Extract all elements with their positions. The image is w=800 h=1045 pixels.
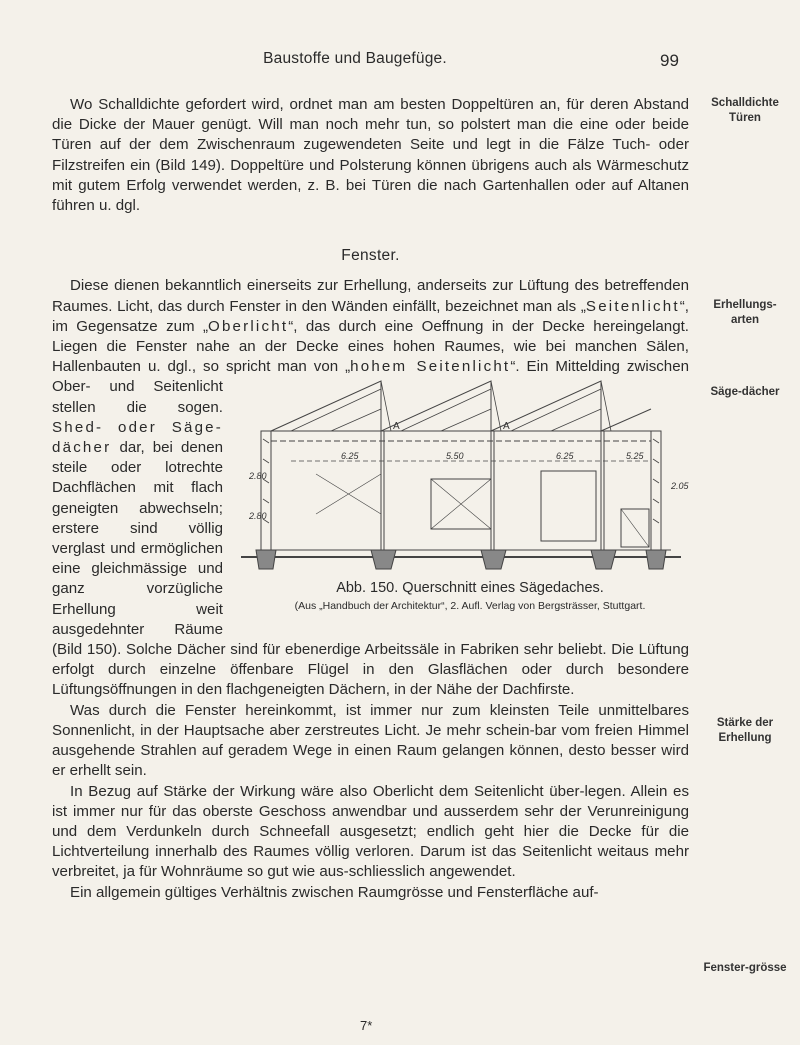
text-run: Diese dienen bekanntlich einerseits zur Erhellung, anderseits zur Lüftung des betreffenden Raumes. Licht, das durch Fenster in den Wänden einfällt, bezeichnet man als „ (52, 277, 689, 315)
text-run: “. Ein Mittelding zwischen Ober- und Seitenlicht stellen die sogen. (52, 358, 689, 416)
figure-caption: Abb. 150. Querschnitt eines Sägedaches. (336, 580, 604, 597)
paragraph-oberlicht: In Bezug auf Stärke der Wirkung wäre also Oberlicht dem Seitenlicht über-legen. Allein es ist immer nur für das oberste Geschoss anwendbar und ausserdem sehr der Verunreinigung und dem Verdunkeln durch Schneefall ausgesetzt; endlich geht hier die Decke für die Lichtverteilung innerhalb des Raumes völlig verloren. Darum ist das Seitenlicht weitaus mehr verbreitet, ja für Wohnräume so gut wie aus-schliesslich angewendet. (52, 782, 689, 881)
term-oberlicht: Oberlicht (208, 317, 289, 335)
margin-note-saegedaecher: Säge-dächer (710, 386, 780, 398)
dim-label: 2.05 (671, 481, 689, 492)
letter-a: A (503, 421, 510, 433)
paragraph-staerke: Was durch die Fenster hereinkommt, ist immer nur zum kleinsten Teile unmittelbares Sonnenlicht, in der Hauptsache aber zerstreutes Licht. Je mehr schein-bar vom freien Himmel ausgehende Strahlen auf geradem Wege in einen Raum gelangen können, desto besser wird er erhellt sein. (52, 701, 689, 780)
text-run: “, das durch eine Oeffnung in der Decke hereingelangt. Liegen die Fenster nahe an der Decke eines hohen Raumes, wie bei manchen Sälen, Hallenbauten u. dgl., so spricht man von „ (52, 317, 689, 376)
dim-label: 6.25 (556, 451, 574, 462)
body-text (52, 95, 689, 903)
paragraph-schalldichte: Wo Schalldichte gefordert wird, ordnet man am besten Doppeltüren an, für deren Abstand die Dicke der Mauer genügt. Will man noch mehr tun, so polstert man die eine oder beide Türen auf der dem Zwischenraum zugewendeten Seite und legt in die Fälze Tuch- oder Filzstreifen ein (Bild 149). Doppeltüre und Polsterung können übrigens auch als Wärmeschutz mit gutem Erfolg verwendet werden, z. B. bei Türen die nach Gartenhallen oder auf Altanen führen u. dgl. (52, 96, 689, 215)
margin-note-staerke: Stärke der Erhellung (716, 717, 774, 744)
dim-label: 5.25 (626, 451, 644, 462)
term-hohem-seitenlicht: hohem Seitenlicht (350, 358, 511, 376)
dim-label: 6.25 (341, 451, 359, 462)
saegedach-cross-section (231, 379, 691, 579)
letter-a: A (393, 421, 400, 433)
figure-saegedach (231, 379, 691, 623)
signature-mark: 7* (360, 1018, 373, 1033)
paragraph-fenster (52, 276, 689, 700)
dim-label: 2.80 (249, 471, 267, 482)
margin-note-erhellungsarten: Erhellungs-arten (713, 299, 777, 326)
paragraph-fenstergroesse: Ein allgemein gültiges Verhältnis zwischen Raumgrösse und Fensterfläche auf- (70, 883, 599, 901)
term-seitenlicht: Seitenlicht (585, 297, 680, 315)
section-heading: Fenster. (341, 247, 400, 265)
dim-label: 2.80 (249, 511, 267, 522)
margin-note-fenstergroesse: Fenster-grösse (703, 962, 787, 974)
margin-note-schalldichte: Schalldichte Türen (711, 97, 779, 124)
term-shed-saegedaecher: Shed- oder Säge-dächer (52, 418, 223, 457)
running-title: Baustoffe und Baugefüge. (263, 50, 447, 67)
figure-source: (Aus „Handbuch der Architektur“, 2. Aufl. Verlag von Bergsträsser, Stuttgart. (294, 600, 646, 613)
text-run: “, im Gegensatze zum „ (52, 297, 689, 335)
dim-label: 5.50 (446, 451, 464, 462)
page-number: 99 (660, 51, 679, 70)
text-run: dar, bei denen steile oder lotrechte Dachflächen mit flach geneigten abwechseln; erstere sind völlig verglast und ermöglichen eine gleichmässige und ganz vorzügliche Erhellung weit ausgedehnter Räume (Bild 150). Solche Dächer sind für ebenerdige Arbeitssäle in Fabriken sehr beliebt. Die Lüftung erfolgt durch einzelne öffenbare Flügel in den Glasflächen oder durch besondere Lüftungsöffnungen in den flachgeneigten Dächern, in der Nähe der Dachfirste. (52, 439, 689, 699)
